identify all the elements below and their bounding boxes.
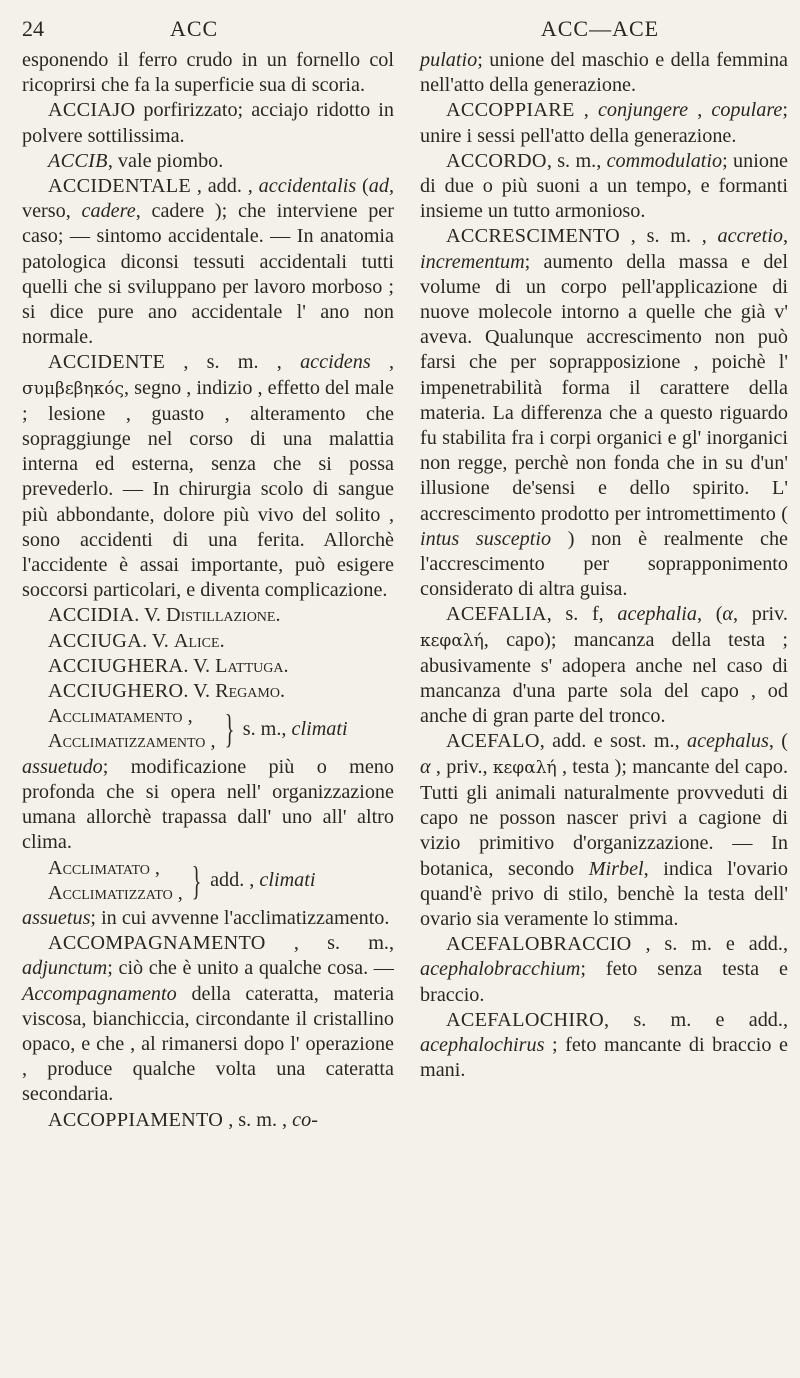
cross-reference: Regamo.	[215, 680, 285, 703]
see-reference: . V.	[134, 604, 167, 627]
entry-acciughera	[22, 654, 394, 679]
definition: , indica l'ovario quand'è privo di stilo, benchè la testa dell' ovario sia veramente lo stimma.	[420, 857, 788, 930]
latin-term: acephalochirus	[420, 1033, 545, 1056]
text: , priv.,	[430, 755, 493, 778]
text: ,	[370, 351, 395, 374]
grammar: , s. m. ,	[620, 225, 718, 248]
latin-term: acephalus	[687, 730, 769, 753]
running-header-left	[22, 16, 402, 46]
latin-term: acephalobracchium	[420, 958, 581, 981]
entry-accidia	[22, 603, 394, 628]
text: , verso,	[22, 175, 394, 223]
headword: ACCIUGHERO	[48, 680, 184, 703]
left-column	[22, 48, 394, 1133]
latin-term: assuetus	[22, 906, 91, 929]
definition: , cadere ); che interviene per caso; — sintomo accidentale. — In anatomia patologica diconsi tessuti accidentali tutti quelli che si sviluppano per lavoro morboso ; si dice pure ano accidentale l' ano non normale.	[22, 200, 394, 349]
text: ,	[688, 99, 712, 122]
headword: Acclimatato ,	[48, 856, 160, 879]
headword: Acclimatizzamento ,	[48, 730, 216, 753]
latin-term: climati	[259, 869, 316, 892]
latin-term: accidens	[300, 351, 371, 374]
see-reference: . V.	[142, 629, 174, 652]
entry-accib	[22, 149, 394, 174]
entry-acefalo	[420, 729, 788, 932]
greek-term: α	[420, 755, 431, 778]
entry-acclimatato-def	[22, 906, 394, 931]
text: , (	[768, 730, 788, 753]
headword: ACEFALOCHIRO	[446, 1008, 605, 1031]
italic-term: Accompagnamento	[22, 982, 177, 1005]
definition: , capo); mancanza della testa ; abusivamente s' adopera anche nel caso di mancanza d'una parte sola del capo , od anche di gran parte del tronco.	[420, 628, 788, 728]
latin-term: adjunctum	[22, 957, 108, 980]
headword: ACCRESCIMENTO	[446, 225, 621, 248]
latin-term: co-	[292, 1108, 318, 1131]
entry-acclimatato	[22, 856, 394, 906]
definition: , testa ); mancante del capo. Tutti gli animali naturalmente provveduti di capo ne posson nascer privi a cagione di vizio primitivo d'organizzazione. — In botanica, secondo	[420, 755, 788, 880]
grammar: , s. m. ,	[165, 351, 301, 374]
text: ,	[782, 225, 788, 248]
latin-term: ad	[368, 175, 389, 198]
grammar: s. m.,	[242, 717, 292, 740]
latin-term: climati	[291, 717, 348, 740]
entry-acefalobraccio	[420, 932, 788, 1008]
entry-acciajo	[22, 98, 394, 148]
entry-acclimatamento	[22, 704, 394, 754]
author-name: Mirbel	[588, 857, 644, 880]
entry-acciughero	[22, 679, 394, 704]
greek-term: α	[722, 603, 734, 626]
headword: ACCOMPAGNAMENTO	[48, 932, 266, 955]
greek-term: συμβεβηκός	[22, 378, 125, 399]
definition: della cateratta, materia viscosa, bianchiccia, circondante il cristallino opaco, e che , al rimanersi dopo l' operazione , produce qualche volta una cateratta secondaria.	[22, 982, 394, 1106]
latin-term: incrementum	[420, 250, 525, 273]
grammar: , add. e sost. m.,	[539, 730, 687, 753]
definition: porfirizzato; acciajo ridotto in polvere sottilissima.	[22, 99, 394, 147]
latin-term: accidentalis	[258, 175, 357, 198]
page-number: 24	[22, 16, 44, 41]
greek-term: κεφαλή	[492, 757, 557, 778]
headword: ACCORDO	[446, 149, 547, 172]
entry-acefalochiro	[420, 1008, 788, 1084]
entry-accoppiamento	[22, 1108, 394, 1133]
grammar: , s. m.,	[546, 149, 607, 172]
latin-term: assuetudo	[22, 755, 103, 778]
cross-reference: Distillazione.	[166, 604, 281, 627]
headword: ACCIB	[48, 149, 108, 172]
entry-accidente	[22, 350, 394, 603]
latin-term: pulatio	[420, 49, 478, 71]
headword: ACCOPPIARE	[446, 99, 575, 122]
definition: , vale piombo.	[107, 149, 224, 172]
see-reference: . V.	[183, 654, 216, 677]
cross-reference: Alice.	[173, 629, 225, 652]
headword: ACCIUGA	[48, 629, 143, 652]
definition: ; aumento della massa e del volume di un corpo pell'applicazione di nuove molecole intorno a quelle che già v' aveva. Qualunque accrescimento non può farsi che per soprapposizione , poichè l' impenetrabilità forma il carattere della materia. La differenza che a questo riguardo fu stabilita fra i corpi organici e gl' inorganici non regge, perchè non fonda che in su d'un' illusione de'sensi e dello spirito. L' accrescimento prodotto per intromettimento (	[420, 250, 788, 525]
entry-accoppiare	[420, 98, 788, 148]
definition: , segno , indizio , effetto del male ; lesione , guasto , alteramento che sopraggiunge nel corso di una malattia interna ed esterna, senza che si possa prevederlo. — In chirurgia scolo di sangue più abbondante, dolore più vivo del solito , sono accidenti di una ferita. Allorchè l'accidente è assai importante, può esigere soccorsi particolari, e diventa complicazione.	[22, 376, 394, 602]
definition: ; in cui avvenne l'acclimatizzamento.	[90, 906, 390, 929]
entry-continuation: esponendo il ferro crudo in un fornello col ricoprirsi che fa la superficie sua di scoria.	[22, 49, 394, 97]
greek-term: κεφαλή	[420, 630, 484, 651]
text: (	[356, 175, 369, 198]
latin-term: cadere	[81, 200, 136, 223]
grammar: , add. ,	[190, 175, 259, 198]
latin-term: commodulatio	[606, 149, 723, 172]
entry-accompagnamento	[22, 931, 394, 1107]
headword: Acclimatamento ,	[48, 705, 193, 728]
headword: ACCIAJO	[48, 99, 136, 122]
headword: ACCIDENTE	[48, 351, 166, 374]
entry-accrescimento	[420, 224, 788, 602]
header-guide-words-right: ACC—ACE	[540, 16, 660, 41]
grammar: , s. m. ,	[223, 1108, 293, 1131]
headword: ACEFALIA	[446, 603, 547, 626]
headword: ACCOPPIAMENTO	[48, 1108, 224, 1131]
text: , (	[697, 603, 723, 626]
definition: ; unione di due o più suoni a un tempo, e formanti insieme un tutto armonioso.	[420, 149, 789, 223]
entry-accordo	[420, 149, 788, 225]
definition: ) non è realmente che l'accrescimento per soprapponimento considerato di altra guisa.	[420, 527, 788, 601]
definition: ; ciò che è unito a qualche cosa. —	[107, 957, 394, 980]
brace: }	[224, 706, 234, 752]
text: ,	[574, 99, 598, 122]
headword: Acclimatizzato ,	[48, 881, 183, 904]
grammar: , s. m.,	[265, 932, 394, 955]
definition: ; feto mancante di braccio e mani.	[420, 1033, 788, 1082]
headword: ACCIUGHERA	[48, 654, 184, 677]
see-reference: . V.	[183, 680, 216, 703]
grammar: , s. f,	[546, 603, 618, 626]
headword: ACEFALOBRACCIO	[446, 933, 632, 956]
definition: ; unione del maschio e della femmina nell'atto della generazione.	[420, 49, 788, 97]
headword: ACEFALO	[446, 730, 540, 753]
grammar: add. ,	[210, 869, 260, 892]
brace: }	[191, 857, 202, 903]
latin-term: intus susceptio	[420, 527, 552, 550]
header-guide-word-left: ACC	[170, 16, 219, 41]
latin-term: conjungere	[597, 99, 689, 122]
right-column	[420, 48, 788, 1083]
definition: ; unire i sessi pell'atto della generazione.	[420, 99, 788, 147]
latin-term: copulare	[711, 99, 783, 122]
entry-accidentale	[22, 174, 394, 350]
latin-term: acephalia	[617, 603, 697, 626]
text: , priv.	[733, 603, 788, 626]
definition: ; modificazione più o meno profonda che si opera nell' organizzazione umana allorchè trapassa dall' uno all' altro clima.	[22, 755, 394, 854]
cross-reference: Lattuga.	[215, 654, 289, 677]
grammar: , s. m. e add.,	[604, 1008, 788, 1031]
headword: ACCIDENTALE	[48, 175, 191, 198]
headword: ACCIDIA	[48, 604, 135, 627]
entry-acclimatamento-def	[22, 755, 394, 856]
entry-acefalia	[420, 602, 788, 729]
latin-term: accretio	[717, 225, 783, 248]
definition: ; feto senza testa e braccio.	[420, 958, 788, 1006]
grammar: , s. m. e add.,	[631, 933, 788, 956]
entry-acciuga	[22, 629, 394, 654]
entry-continuation	[420, 48, 788, 98]
